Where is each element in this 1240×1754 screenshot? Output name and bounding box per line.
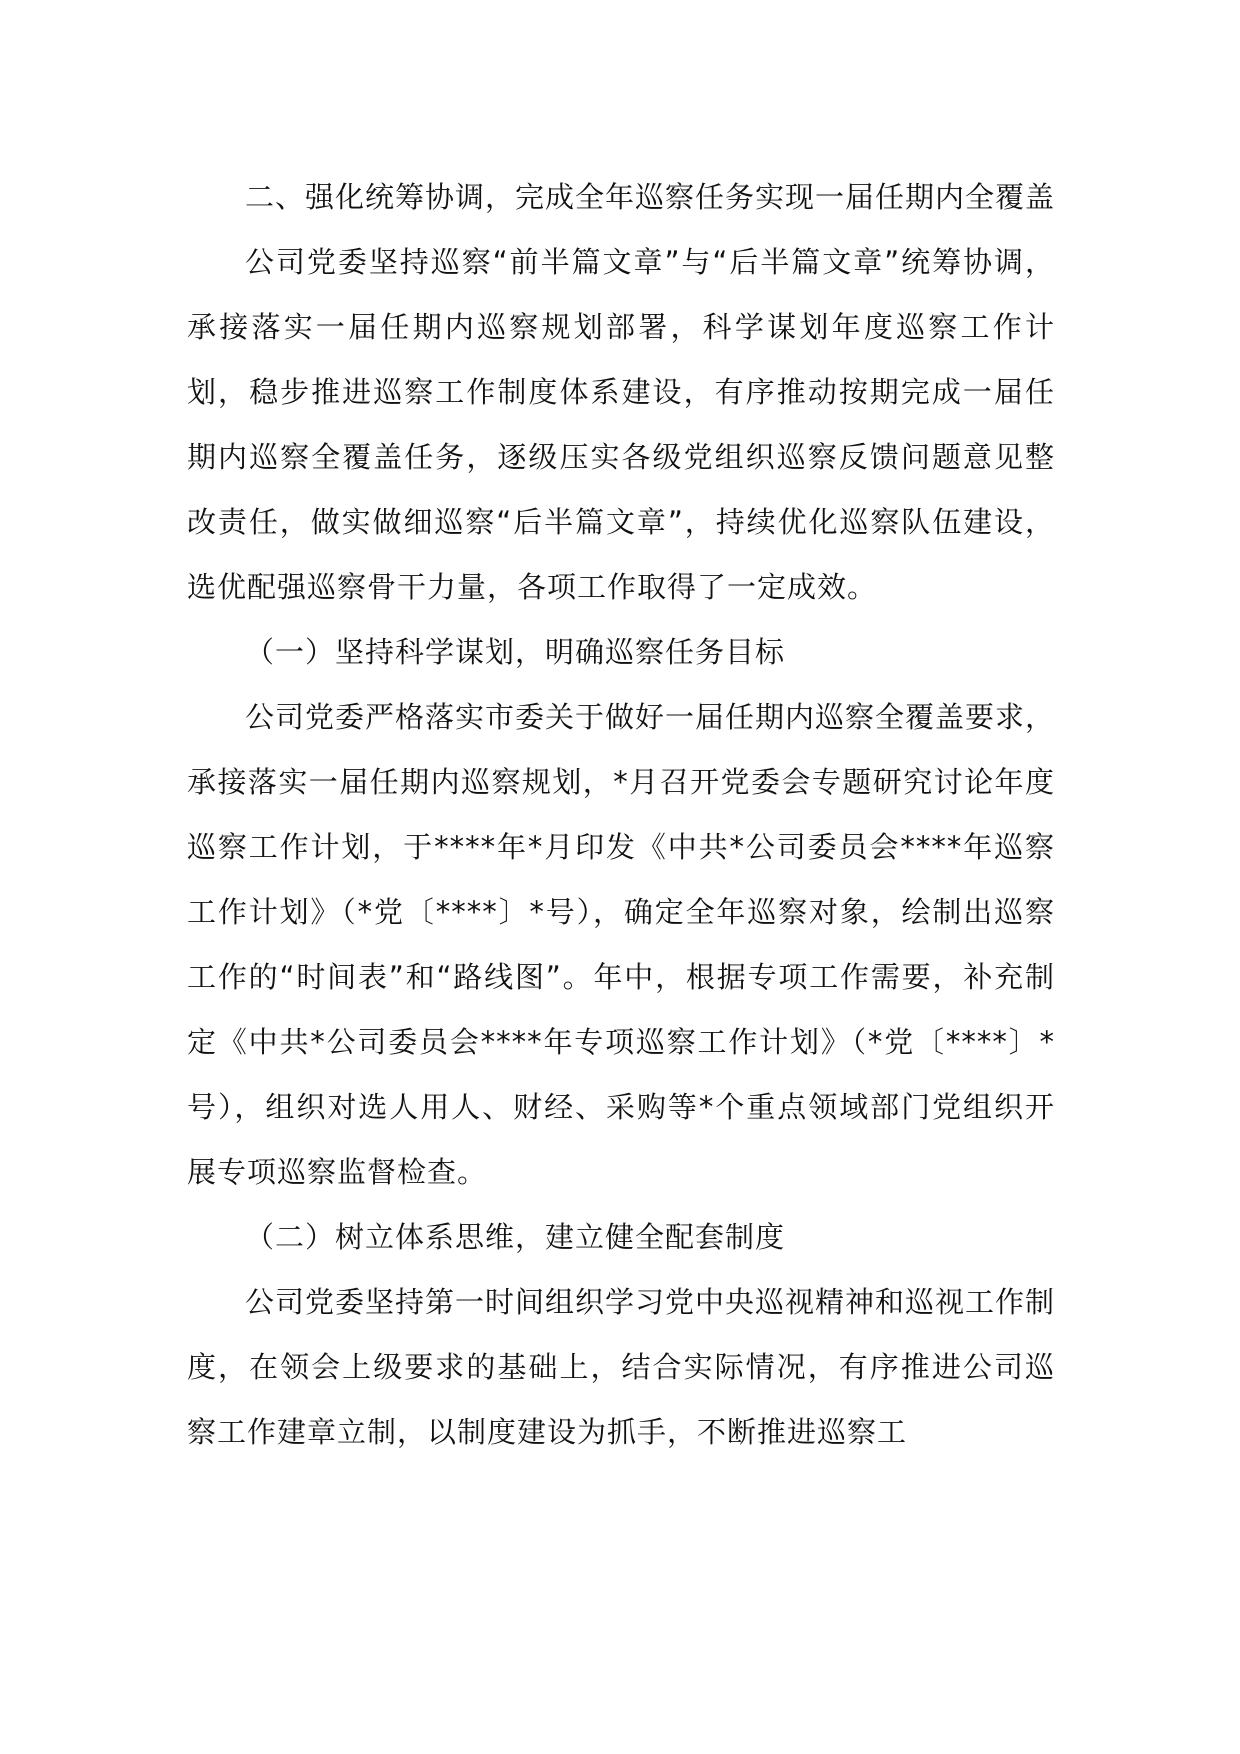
subsection-heading: （二）树立体系思维，建立健全配套制度 xyxy=(245,1220,786,1254)
body-paragraph: 公司党委坚持第一时间组织学习党中央巡视精神和巡视工作制度，在领会上级要求的基础上，结合实际情况，有序推进公司巡察工作建章立制，以制度建设为抓手，不断推进巡察工 xyxy=(187,1285,1056,1449)
body-paragraph: 公司党委严格落实市委关于做好一届任期内巡察全覆盖要求，承接落实一届任期内巡察规划，*月召开党委会专题研究讨论年度巡察工作计划，于****年*月印发《中共*公司委员会****年巡察工作计划》（*党〔****〕*号），确定全年巡察对象，绘制出巡察工作的“时间表”和“路线图”。年中，根据专项工作需要，补充制定《中共*公司委员会****年专项巡察工作计划》（*党〔****〕*号），组织对选人用人、财经、采购等*个重点领域部门党组织开展专项巡察监督检查。 xyxy=(187,700,1056,1189)
subsection-heading: （一）坚持科学谋划，明确巡察任务目标 xyxy=(245,635,786,669)
document-body xyxy=(187,165,1055,1465)
section-heading: 二、强化统筹协调，完成全年巡察任务实现一届任期内全覆盖 xyxy=(245,180,1056,214)
body-paragraph: 公司党委坚持巡察“前半篇文章”与“后半篇文章”统筹协调，承接落实一届任期内巡察规划部署，科学谋划年度巡察工作计划，稳步推进巡察工作制度体系建设，有序推动按期完成一届任期内巡察全覆盖任务，逐级压实各级党组织巡察反馈问题意见整改责任，做实做细巡察“后半篇文章”，持续优化巡察队伍建设，选优配强巡察骨干力量，各项工作取得了一定成效。 xyxy=(187,245,1055,604)
